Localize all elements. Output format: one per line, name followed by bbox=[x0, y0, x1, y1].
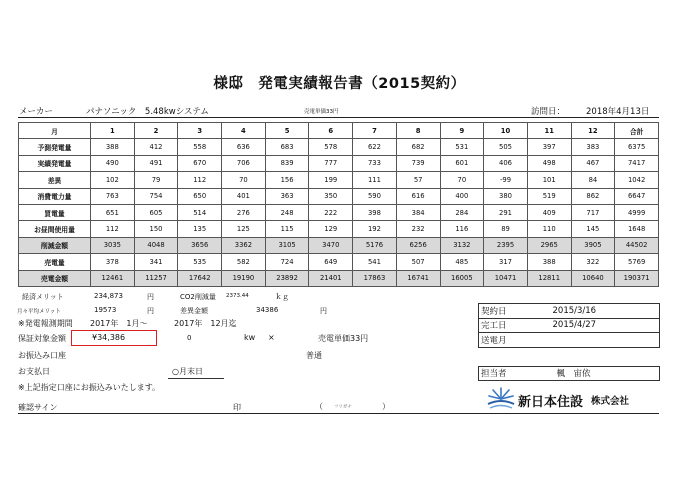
table-cell: 670 bbox=[178, 155, 222, 171]
table-cell: 11257 bbox=[134, 270, 178, 286]
paren-close: ） bbox=[382, 402, 390, 411]
column-header: 6 bbox=[309, 123, 353, 139]
table-cell: 70 bbox=[440, 172, 484, 188]
times-sign: × bbox=[268, 333, 275, 342]
table-cell: 129 bbox=[309, 221, 353, 237]
table-cell: 57 bbox=[396, 172, 440, 188]
table-cell: 6256 bbox=[396, 237, 440, 253]
table-cell: 683 bbox=[265, 139, 309, 155]
table-row bbox=[19, 221, 659, 237]
table-cell: 590 bbox=[353, 188, 397, 204]
total-cell: 1042 bbox=[615, 172, 659, 188]
total-cell: 1648 bbox=[615, 221, 659, 237]
performance-table bbox=[18, 122, 659, 287]
co2-label: CO2削減量 bbox=[180, 293, 216, 301]
column-header: 5 bbox=[265, 123, 309, 139]
total-cell: 44502 bbox=[615, 237, 659, 253]
kw-unit: kw bbox=[244, 333, 256, 342]
row-label: 削減金額 bbox=[19, 237, 91, 253]
table-cell: 406 bbox=[484, 155, 528, 171]
table-cell: 2395 bbox=[484, 237, 528, 253]
table-cell: 507 bbox=[396, 254, 440, 270]
table-cell: 412 bbox=[134, 139, 178, 155]
table-cell: 192 bbox=[353, 221, 397, 237]
economic-merit-value: 234,873 bbox=[94, 292, 123, 300]
column-header: 9 bbox=[440, 123, 484, 139]
table-cell: 5176 bbox=[353, 237, 397, 253]
table-cell: 558 bbox=[178, 139, 222, 155]
column-header: 3 bbox=[178, 123, 222, 139]
table-cell: 682 bbox=[396, 139, 440, 155]
seal-mark: 印 bbox=[233, 403, 241, 412]
table-cell: 145 bbox=[571, 221, 615, 237]
transfer-note: ※上記指定口座にお振込みいたします。 bbox=[18, 383, 161, 392]
table-row bbox=[19, 139, 659, 155]
bank-account-label: お振込み口座 bbox=[18, 351, 66, 360]
table-cell: 4048 bbox=[134, 237, 178, 253]
table-cell: 21401 bbox=[309, 270, 353, 286]
report-title: 様邸 発電実績報告書（2015契約） bbox=[213, 76, 466, 92]
unit-price-note: 売電単価33円 bbox=[304, 109, 339, 115]
table-cell: 3905 bbox=[571, 237, 615, 253]
table-cell: 636 bbox=[222, 139, 266, 155]
period-end: 2017年 12月迄 bbox=[174, 319, 237, 328]
total-cell: 6375 bbox=[615, 139, 659, 155]
diff-amount-value: 34386 bbox=[256, 306, 279, 314]
table-cell: 2965 bbox=[527, 237, 571, 253]
column-header: 11 bbox=[527, 123, 571, 139]
table-cell: 156 bbox=[265, 172, 309, 188]
column-header: 10 bbox=[484, 123, 528, 139]
sign-label: 確認サイン bbox=[18, 403, 58, 412]
table-cell: 12461 bbox=[91, 270, 135, 286]
table-cell: 3105 bbox=[265, 237, 309, 253]
table-cell: 401 bbox=[222, 188, 266, 204]
company-name: 新日本住設 bbox=[518, 395, 584, 410]
column-header: 4 bbox=[222, 123, 266, 139]
table-cell: 383 bbox=[571, 139, 615, 155]
table-cell: 291 bbox=[484, 204, 528, 220]
table-cell: 16005 bbox=[440, 270, 484, 286]
table-row bbox=[19, 254, 659, 270]
table-cell: 16741 bbox=[396, 270, 440, 286]
table-row bbox=[19, 155, 659, 171]
guarantee-value: ¥34,386 bbox=[92, 333, 126, 342]
table-cell: 112 bbox=[91, 221, 135, 237]
table-cell: 79 bbox=[134, 172, 178, 188]
table-cell: 112 bbox=[178, 172, 222, 188]
table-cell: 3035 bbox=[91, 237, 135, 253]
table-cell: 125 bbox=[222, 221, 266, 237]
table-cell: -99 bbox=[484, 172, 528, 188]
table-cell: 498 bbox=[527, 155, 571, 171]
table-row bbox=[19, 172, 659, 188]
table-cell: 467 bbox=[571, 155, 615, 171]
total-cell: 4999 bbox=[615, 204, 659, 220]
row-label: 予測発電量 bbox=[19, 139, 91, 155]
table-cell: 284 bbox=[440, 204, 484, 220]
table-cell: 519 bbox=[527, 188, 571, 204]
table-cell: 3470 bbox=[309, 237, 353, 253]
row-label: お昼間使用量 bbox=[19, 221, 91, 237]
table-cell: 232 bbox=[396, 221, 440, 237]
row-label: 売電量 bbox=[19, 254, 91, 270]
table-cell: 409 bbox=[527, 204, 571, 220]
column-header: 7 bbox=[353, 123, 397, 139]
row-label: 実績発電量 bbox=[19, 155, 91, 171]
table-cell: 400 bbox=[440, 188, 484, 204]
staff-label: 担当者 bbox=[479, 366, 551, 381]
contract-date-value: 2015/3/16 bbox=[551, 304, 660, 319]
table-cell: 754 bbox=[134, 188, 178, 204]
contract-date-label: 契約日 bbox=[479, 304, 551, 319]
transmission-month-label: 送電月 bbox=[479, 333, 551, 348]
table-cell: 739 bbox=[396, 155, 440, 171]
table-cell: 322 bbox=[571, 254, 615, 270]
table-row bbox=[19, 270, 659, 286]
table-cell: 616 bbox=[396, 188, 440, 204]
maker-label: メーカー bbox=[19, 107, 53, 117]
company-suffix: 株式会社 bbox=[591, 396, 630, 407]
table-cell: 10471 bbox=[484, 270, 528, 286]
table-cell: 724 bbox=[265, 254, 309, 270]
table-cell: 541 bbox=[353, 254, 397, 270]
table-cell: 248 bbox=[265, 204, 309, 220]
table-cell: 110 bbox=[527, 221, 571, 237]
table-cell: 150 bbox=[134, 221, 178, 237]
column-header: 12 bbox=[571, 123, 615, 139]
row-label: 売電金額 bbox=[19, 270, 91, 286]
maker-value: パナソニック 5.48kwシステム bbox=[86, 107, 209, 117]
table-cell: 485 bbox=[440, 254, 484, 270]
table-cell: 651 bbox=[91, 204, 135, 220]
table-cell: 378 bbox=[91, 254, 135, 270]
table-cell: 514 bbox=[178, 204, 222, 220]
period-label: ※発電報測期間 bbox=[18, 319, 73, 328]
total-cell: 7417 bbox=[615, 155, 659, 171]
column-header: 合計 bbox=[615, 123, 659, 139]
payday-label: お支払日 bbox=[18, 367, 50, 376]
table-cell: 84 bbox=[571, 172, 615, 188]
table-cell: 89 bbox=[484, 221, 528, 237]
table-cell: 490 bbox=[91, 155, 135, 171]
monthly-merit-label: 月々平均メリット bbox=[17, 309, 61, 315]
table-row bbox=[19, 204, 659, 220]
table-cell: 505 bbox=[484, 139, 528, 155]
unit-price: 売電単価33円 bbox=[318, 334, 369, 343]
table-cell: 101 bbox=[527, 172, 571, 188]
table-cell: 578 bbox=[309, 139, 353, 155]
table-cell: 115 bbox=[265, 221, 309, 237]
column-header: 1 bbox=[91, 123, 135, 139]
table-cell: 3362 bbox=[222, 237, 266, 253]
table-cell: 341 bbox=[134, 254, 178, 270]
table-cell: 380 bbox=[484, 188, 528, 204]
column-header: 8 bbox=[396, 123, 440, 139]
table-cell: 706 bbox=[222, 155, 266, 171]
table-cell: 605 bbox=[134, 204, 178, 220]
zero-value: 0 bbox=[187, 334, 192, 342]
table-cell: 135 bbox=[178, 221, 222, 237]
table-cell: 23892 bbox=[265, 270, 309, 286]
table-cell: 17642 bbox=[178, 270, 222, 286]
diff-amount-label: 差異金額 bbox=[180, 307, 208, 315]
table-header-row bbox=[19, 123, 659, 139]
table-row bbox=[19, 188, 659, 204]
table-cell: 222 bbox=[309, 204, 353, 220]
table-cell: 601 bbox=[440, 155, 484, 171]
header-rule bbox=[18, 117, 659, 118]
completion-date-label: 完工日 bbox=[479, 318, 551, 333]
staff-value: 楓 宙依 bbox=[551, 366, 660, 381]
table-cell: 535 bbox=[178, 254, 222, 270]
table-cell: 491 bbox=[134, 155, 178, 171]
table-cell: 839 bbox=[265, 155, 309, 171]
table-cell: 650 bbox=[178, 188, 222, 204]
table-cell: 317 bbox=[484, 254, 528, 270]
table-cell: 388 bbox=[91, 139, 135, 155]
table-cell: 19190 bbox=[222, 270, 266, 286]
total-cell: 6647 bbox=[615, 188, 659, 204]
co2-value: 2373.44 bbox=[226, 293, 249, 299]
economic-merit-label: 経済メリット bbox=[22, 293, 64, 301]
payday-value: ○月末日 bbox=[172, 367, 203, 376]
table-cell: 733 bbox=[353, 155, 397, 171]
row-label: 差異 bbox=[19, 172, 91, 188]
table-row bbox=[19, 237, 659, 253]
contract-info-table bbox=[478, 303, 660, 381]
month-header: 月 bbox=[19, 123, 91, 139]
total-cell: 5769 bbox=[615, 254, 659, 270]
table-cell: 777 bbox=[309, 155, 353, 171]
visit-date: 2018年4月13日 bbox=[586, 107, 650, 117]
table-cell: 397 bbox=[527, 139, 571, 155]
table-cell: 102 bbox=[91, 172, 135, 188]
table-cell: 649 bbox=[309, 254, 353, 270]
furigana-label: フリガナ bbox=[334, 405, 352, 410]
visit-label: 訪問日： bbox=[531, 107, 566, 117]
table-cell: 582 bbox=[222, 254, 266, 270]
sun-logo-icon bbox=[486, 386, 516, 412]
column-header: 2 bbox=[134, 123, 178, 139]
completion-date-value: 2015/4/27 bbox=[551, 318, 660, 333]
table-cell: 384 bbox=[396, 204, 440, 220]
company-logo bbox=[486, 386, 516, 416]
guarantee-label: 保証対象金額 bbox=[18, 334, 66, 343]
transmission-month-value bbox=[551, 333, 660, 348]
yen-unit: 円 bbox=[320, 307, 327, 315]
table-cell: 3132 bbox=[440, 237, 484, 253]
table-cell: 116 bbox=[440, 221, 484, 237]
table-cell: 398 bbox=[353, 204, 397, 220]
table-cell: 363 bbox=[265, 188, 309, 204]
yen-unit: 円 bbox=[147, 307, 154, 315]
table-cell: 12811 bbox=[527, 270, 571, 286]
monthly-merit-value: 19573 bbox=[94, 306, 117, 314]
table-cell: 531 bbox=[440, 139, 484, 155]
paren-open: （ bbox=[315, 402, 323, 411]
table-cell: 763 bbox=[91, 188, 135, 204]
sign-rule bbox=[18, 413, 659, 414]
row-label: 消費電力量 bbox=[19, 188, 91, 204]
yen-unit: 円 bbox=[147, 293, 154, 301]
payday-underline bbox=[168, 378, 224, 379]
table-cell: 350 bbox=[309, 188, 353, 204]
account-type: 普通 bbox=[306, 351, 322, 360]
table-cell: 276 bbox=[222, 204, 266, 220]
period-start: 2017年 1月～ bbox=[90, 319, 148, 328]
table-cell: 717 bbox=[571, 204, 615, 220]
table-cell: 17863 bbox=[353, 270, 397, 286]
kg-unit: ｋｇ bbox=[275, 293, 289, 301]
total-cell: 190371 bbox=[615, 270, 659, 286]
table-cell: 3656 bbox=[178, 237, 222, 253]
table-cell: 70 bbox=[222, 172, 266, 188]
table-cell: 199 bbox=[309, 172, 353, 188]
table-cell: 388 bbox=[527, 254, 571, 270]
row-label: 買電量 bbox=[19, 204, 91, 220]
table-cell: 862 bbox=[571, 188, 615, 204]
table-cell: 622 bbox=[353, 139, 397, 155]
table-cell: 111 bbox=[353, 172, 397, 188]
table-cell: 10640 bbox=[571, 270, 615, 286]
